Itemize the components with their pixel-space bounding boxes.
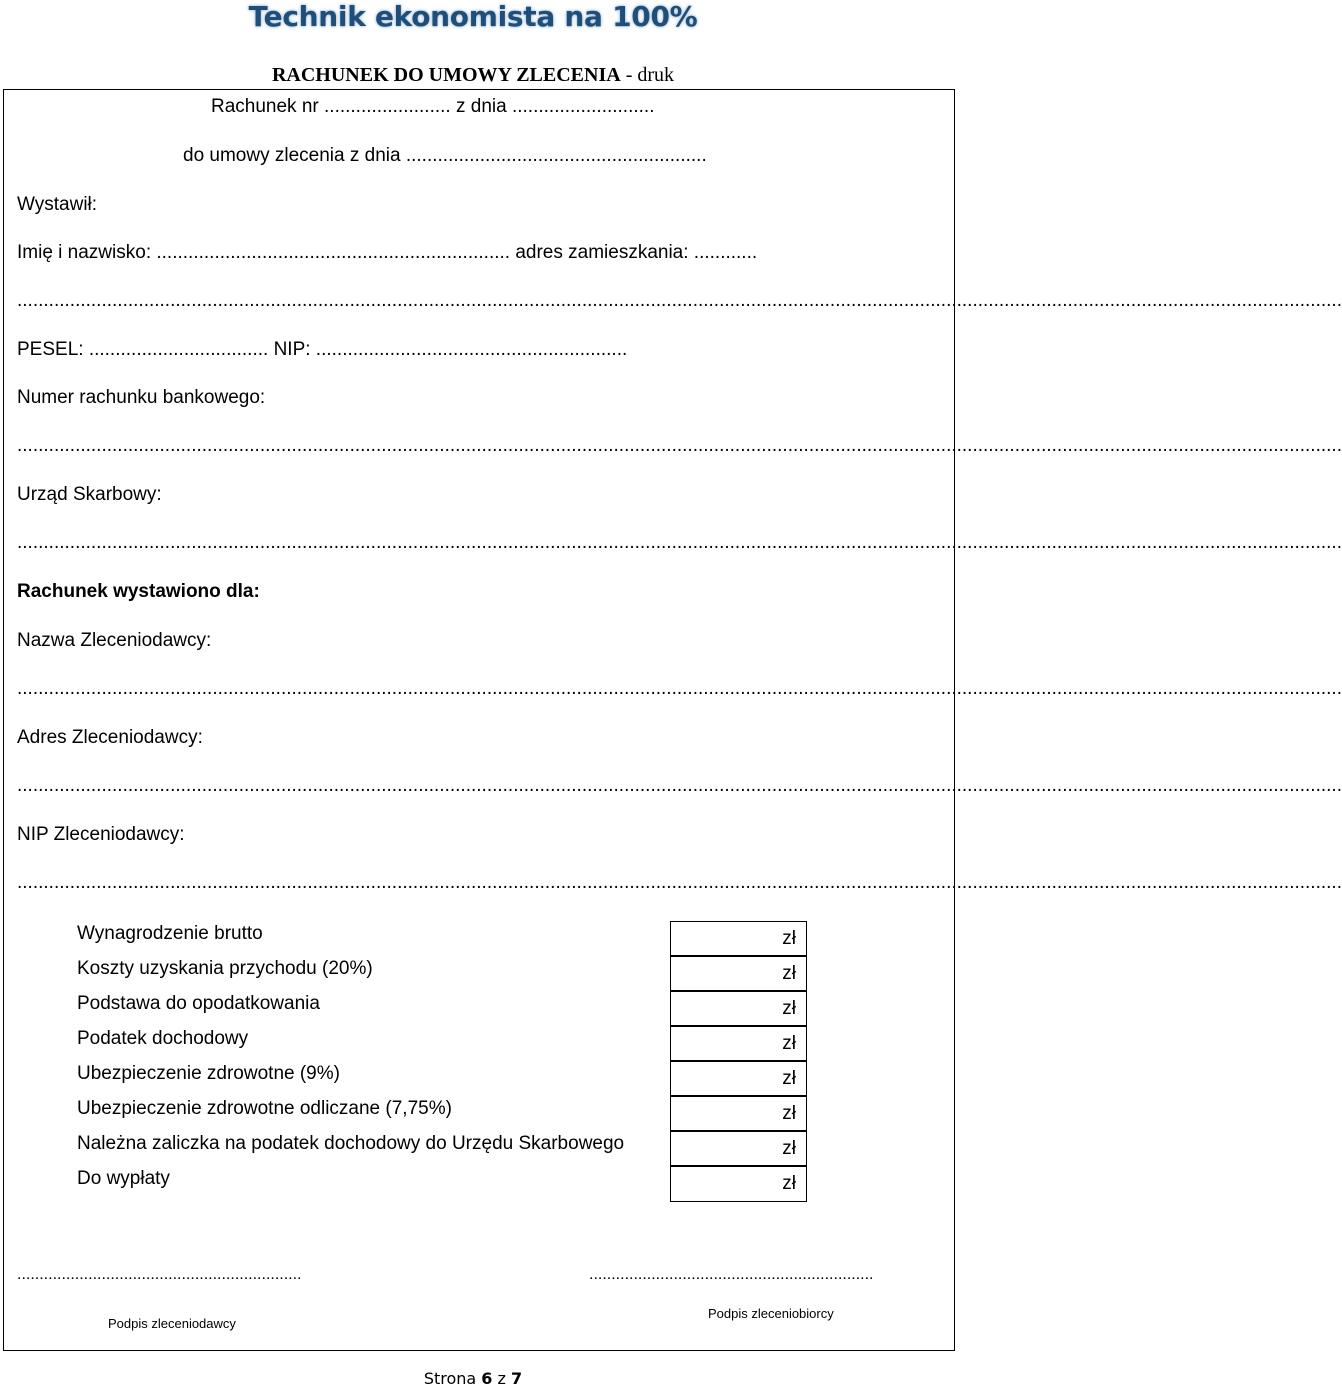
calc-field-tax-advance[interactable]: zł	[670, 1131, 807, 1166]
calc-field-health-insurance[interactable]: zł	[670, 1061, 807, 1096]
address-dots-line: ...........................................................................................................................................................................................................................................................	[17, 290, 1342, 311]
contractor-signature-line: ................................................................	[589, 1266, 874, 1283]
issued-by-label: Wystawił:	[17, 194, 98, 215]
bank-account-label: Numer rachunku bankowego:	[17, 387, 266, 408]
bank-account-dots-line: ...........................................................................................................................................................................................................................................................	[17, 435, 1342, 456]
name-address-line: Imię i nazwisko: ................................................................... adres zamieszkania: ............	[17, 242, 758, 263]
calc-field-income-tax[interactable]: zł	[670, 1026, 807, 1061]
document-title-suffix: - druk	[620, 64, 675, 86]
client-name-dots-line: ...........................................................................................................................................................................................................................................................	[17, 678, 1342, 699]
client-nip-label: NIP Zleceniodawcy:	[17, 824, 185, 845]
calc-field-income-costs[interactable]: zł	[670, 956, 807, 991]
calc-label-tax-advance: Należna zaliczka na podatek dochodowy do Urzędu Skarbowego	[77, 1133, 625, 1154]
document-title-main: RACHUNEK DO UMOWY ZLECENIA	[271, 64, 621, 86]
calc-label-income-costs: Koszty uzyskania przychodu (20%)	[77, 958, 373, 979]
calc-label-health-insurance: Ubezpieczenie zdrowotne (9%)	[77, 1063, 340, 1084]
client-signature-label: Podpis zleceniodawcy	[108, 1316, 236, 1331]
tax-office-label: Urząd Skarbowy:	[17, 484, 162, 505]
page-current: 6	[481, 1369, 493, 1388]
header-title: Technik ekonomista na 100%	[248, 0, 698, 33]
page-word: Strona	[423, 1369, 477, 1388]
calc-field-net-pay[interactable]: zł	[670, 1166, 807, 1202]
calc-label-income-tax: Podatek dochodowy	[77, 1028, 249, 1049]
calc-label-net-pay: Do wypłaty	[77, 1168, 170, 1189]
page-footer	[0, 1369, 946, 1388]
contractor-signature-label: Podpis zleceniobiorcy	[708, 1306, 834, 1321]
calc-field-health-deductible[interactable]: zł	[670, 1096, 807, 1131]
calc-label-tax-base: Podstawa do opodatkowania	[77, 993, 320, 1014]
issued-for-label: Rachunek wystawiono dla:	[17, 581, 260, 602]
pesel-nip-line: PESEL: .................................. NIP: ...........................................................	[17, 339, 628, 360]
calc-label-health-deductible: Ubezpieczenie zdrowotne odliczane (7,75%)	[77, 1098, 452, 1119]
tax-office-dots-line: ...........................................................................................................................................................................................................................................................	[17, 532, 1342, 553]
form-frame	[3, 89, 1342, 1351]
contract-date-line: do umowy zlecenia z dnia .........................................................	[183, 145, 707, 166]
calc-label-gross-pay: Wynagrodzenie brutto	[77, 923, 263, 944]
client-signature-line: ................................................................	[17, 1266, 302, 1283]
document-title	[0, 64, 946, 87]
of-word: z	[497, 1369, 506, 1388]
page-total: 7	[511, 1369, 523, 1388]
client-address-label: Adres Zleceniodawcy:	[17, 727, 203, 748]
calc-field-tax-base[interactable]: zł	[670, 991, 807, 1026]
calc-field-gross-pay[interactable]: zł	[670, 921, 807, 956]
client-address-dots-line: ...........................................................................................................................................................................................................................................................	[17, 775, 1342, 796]
client-nip-dots-line: ...........................................................................................................................................................................................................................................................	[17, 872, 1342, 893]
client-name-label: Nazwa Zleceniodawcy:	[17, 630, 212, 651]
invoice-number-line: Rachunek nr ........................ z dnia ...........................	[211, 96, 655, 117]
